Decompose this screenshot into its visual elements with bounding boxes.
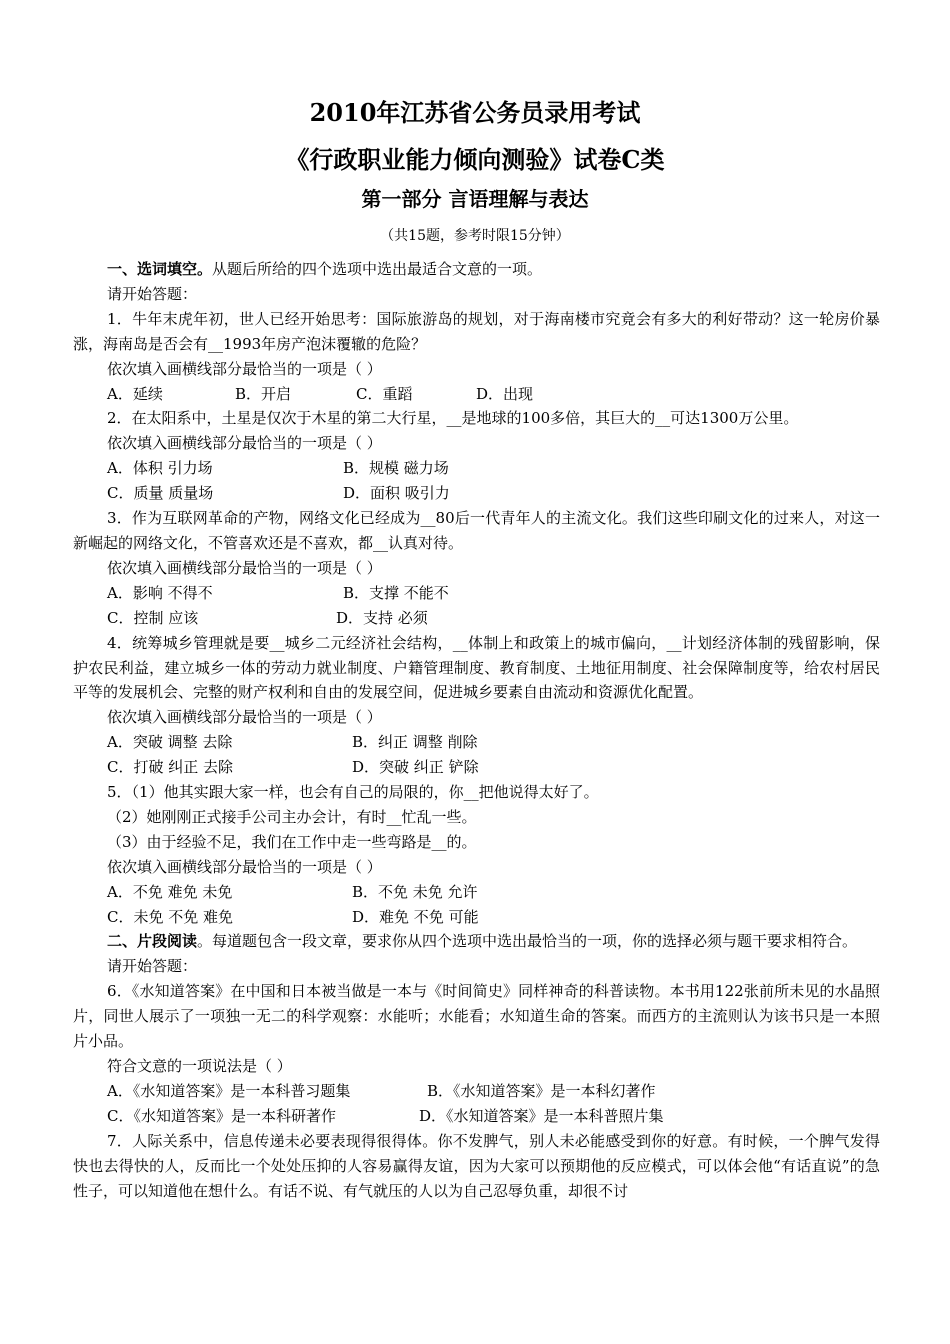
q5-option-b: B．不免 未免 允许 — [352, 882, 478, 901]
q1-option-c: C．重蹈 — [356, 384, 413, 403]
q2-option-b: B．规模 磁力场 — [343, 459, 449, 478]
q5-prompt: 依次填入画横线部分最恰当的一项是（ ） — [107, 857, 382, 876]
q2-options-row1 — [73, 456, 880, 481]
q5-options-row1 — [73, 880, 880, 905]
part-title: 第一部分 言语理解与表达 — [361, 187, 589, 211]
q1-stem: 1．牛年末虎年初，世人已经开始思考：国际旅游岛的规划，对于海南楼市究竟会有多大的利好带动？这一轮房价暴涨，海南岛是否会有__1993年房产泡沫覆辙的危险？ — [73, 309, 880, 353]
q1-prompt: 依次填入画横线部分最恰当的一项是（ ） — [107, 359, 382, 378]
q6-option-b: B．《水知道答案》是一本科幻著作 — [427, 1081, 656, 1100]
q4-stem: 4．统筹城乡管理就是要__城乡二元经济社会结构，__体制上和政策上的城市偏向，__计划经济体制的残留影响，保护农民利益，建立城乡一体的劳动力就业制度、户籍管理制度、教育制度、土地征用制度、社会保障制度等，给农村居民平等的发展机会、完整的财产权利和自由的发展空间，促进城乡要素自由流动和资源优化配置。 — [73, 633, 880, 702]
q4-option-b: B．纠正 调整 削除 — [352, 733, 478, 752]
q3-option-d: D．支持 必须 — [336, 608, 428, 627]
paper-title: 《行政职业能力倾向测验》试卷C类 — [285, 145, 665, 174]
q2-prompt: 依次填入画横线部分最恰当的一项是（ ） — [107, 434, 382, 453]
q4-prompt: 依次填入画横线部分最恰当的一项是（ ） — [107, 708, 382, 727]
exam-title: 2010年江苏省公务员录用考试 — [309, 98, 641, 127]
section1-start: 请开始答题： — [107, 284, 198, 303]
q5-sentence-3: （3）由于经验不足，我们在工作中走一些弯路是__的。 — [107, 832, 477, 851]
section2-instructions — [73, 929, 880, 954]
q6-option-a: A．《水知道答案》是一本科普习题集 — [107, 1081, 351, 1100]
q3-options-row1 — [73, 581, 880, 606]
q5-options-row2 — [73, 905, 880, 930]
q4-option-a: A．突破 调整 去除 — [107, 733, 233, 752]
q5-option-a: A．不免 难免 未免 — [107, 882, 233, 901]
q3-stem: 3．作为互联网革命的产物，网络文化已经成为__80后一代青年人的主流文化。我们这些印刷文化的过来人，对这一新崛起的网络文化，不管喜欢还是不喜欢，都__认真对待。 — [73, 509, 880, 552]
q6-option-c: C．《水知道答案》是一本科研著作 — [107, 1106, 336, 1125]
q3-option-b: B．支撑 不能不 — [343, 583, 449, 602]
q3-option-a: A．影响 不得不 — [107, 583, 213, 602]
q3-options-row2 — [73, 606, 880, 631]
q1-option-d: D．出现 — [476, 384, 534, 403]
section1-intro: 从题后所给的四个选项中选出最适合文意的一项。 — [212, 260, 543, 278]
q4-option-c: C．打破 纠正 去除 — [107, 758, 234, 777]
q1-options — [73, 382, 880, 407]
q2-option-d: D．面积 吸引力 — [343, 484, 450, 503]
q2-option-a: A．体积 引力场 — [107, 459, 213, 478]
q2-option-c: C．质量 质量场 — [107, 484, 214, 503]
q1-option-a: A．延续 — [107, 384, 163, 403]
q2-stem: 2．在太阳系中，土星是仅次于木星的第二大行星，__是地球的100多倍，其巨大的__可达1300万公里。 — [107, 409, 799, 428]
q2-options-row2 — [73, 481, 880, 506]
q7-stem: 7．人际关系中，信息传递未必要表现得很得体。你不发脾气，别人未必能感受到你的好意。有时候，一个脾气发得快也去得快的人，反而比一个处处压抑的人容易赢得友谊，因为大家可以预期他的反应模式，可以体会他“有话直说”的急性子，可以知道他在想什么。有话不说、有气就压的人以为自己忍辱负重，却很不讨 — [73, 1131, 880, 1200]
q3-option-c: C．控制 应该 — [107, 608, 199, 627]
q4-options-row1 — [73, 730, 880, 755]
q6-prompt: 符合文意的一项说法是（ ） — [107, 1057, 292, 1075]
q6-options-row1 — [73, 1079, 880, 1104]
q4-options-row2 — [73, 755, 880, 780]
q4-option-d: D．突破 纠正 铲除 — [352, 758, 479, 777]
section2-heading: 二、片段阅读 — [107, 932, 198, 951]
q6-stem: 6．《水知道答案》在中国和日本被当做是一本与《时间简史》同样神奇的科普读物。本书用122张前所未见的水晶照片，同世人展示了一项独一无二的科学观察：水能听；水能看；水知道生命的答案。而西方的主流则认为该书只是一本照片小品。 — [73, 982, 880, 1051]
q5-option-d: D．难免 不免 可能 — [352, 907, 479, 926]
section2-start: 请开始答题： — [107, 957, 198, 976]
section2-intro: 。每道题包含一段文章，要求你从四个选项中选出最恰当的一项，你的选择必须与题干要求相符合。 — [197, 932, 858, 951]
q5-sentence-1: 5．（1）他其实跟大家一样，也会有自己的局限的，你__把他说得太好了。 — [107, 783, 599, 802]
time-note: （共15题，参考时限15分钟） — [380, 228, 570, 244]
q1-option-b: B．开启 — [235, 384, 292, 403]
q5-option-c: C．未免 不免 难免 — [107, 907, 234, 926]
section1-heading: 一、选词填空。 — [107, 260, 213, 278]
section1-instructions — [73, 257, 880, 282]
q3-prompt: 依次填入画横线部分最恰当的一项是（ ） — [107, 558, 382, 577]
q5-sentence-2: （2）她刚刚正式接手公司主办会计，有时__忙乱一些。 — [107, 807, 477, 826]
q6-option-d: D．《水知道答案》是一本科普照片集 — [419, 1106, 664, 1125]
q6-options-row2 — [73, 1104, 880, 1129]
document-body — [73, 257, 880, 1203]
